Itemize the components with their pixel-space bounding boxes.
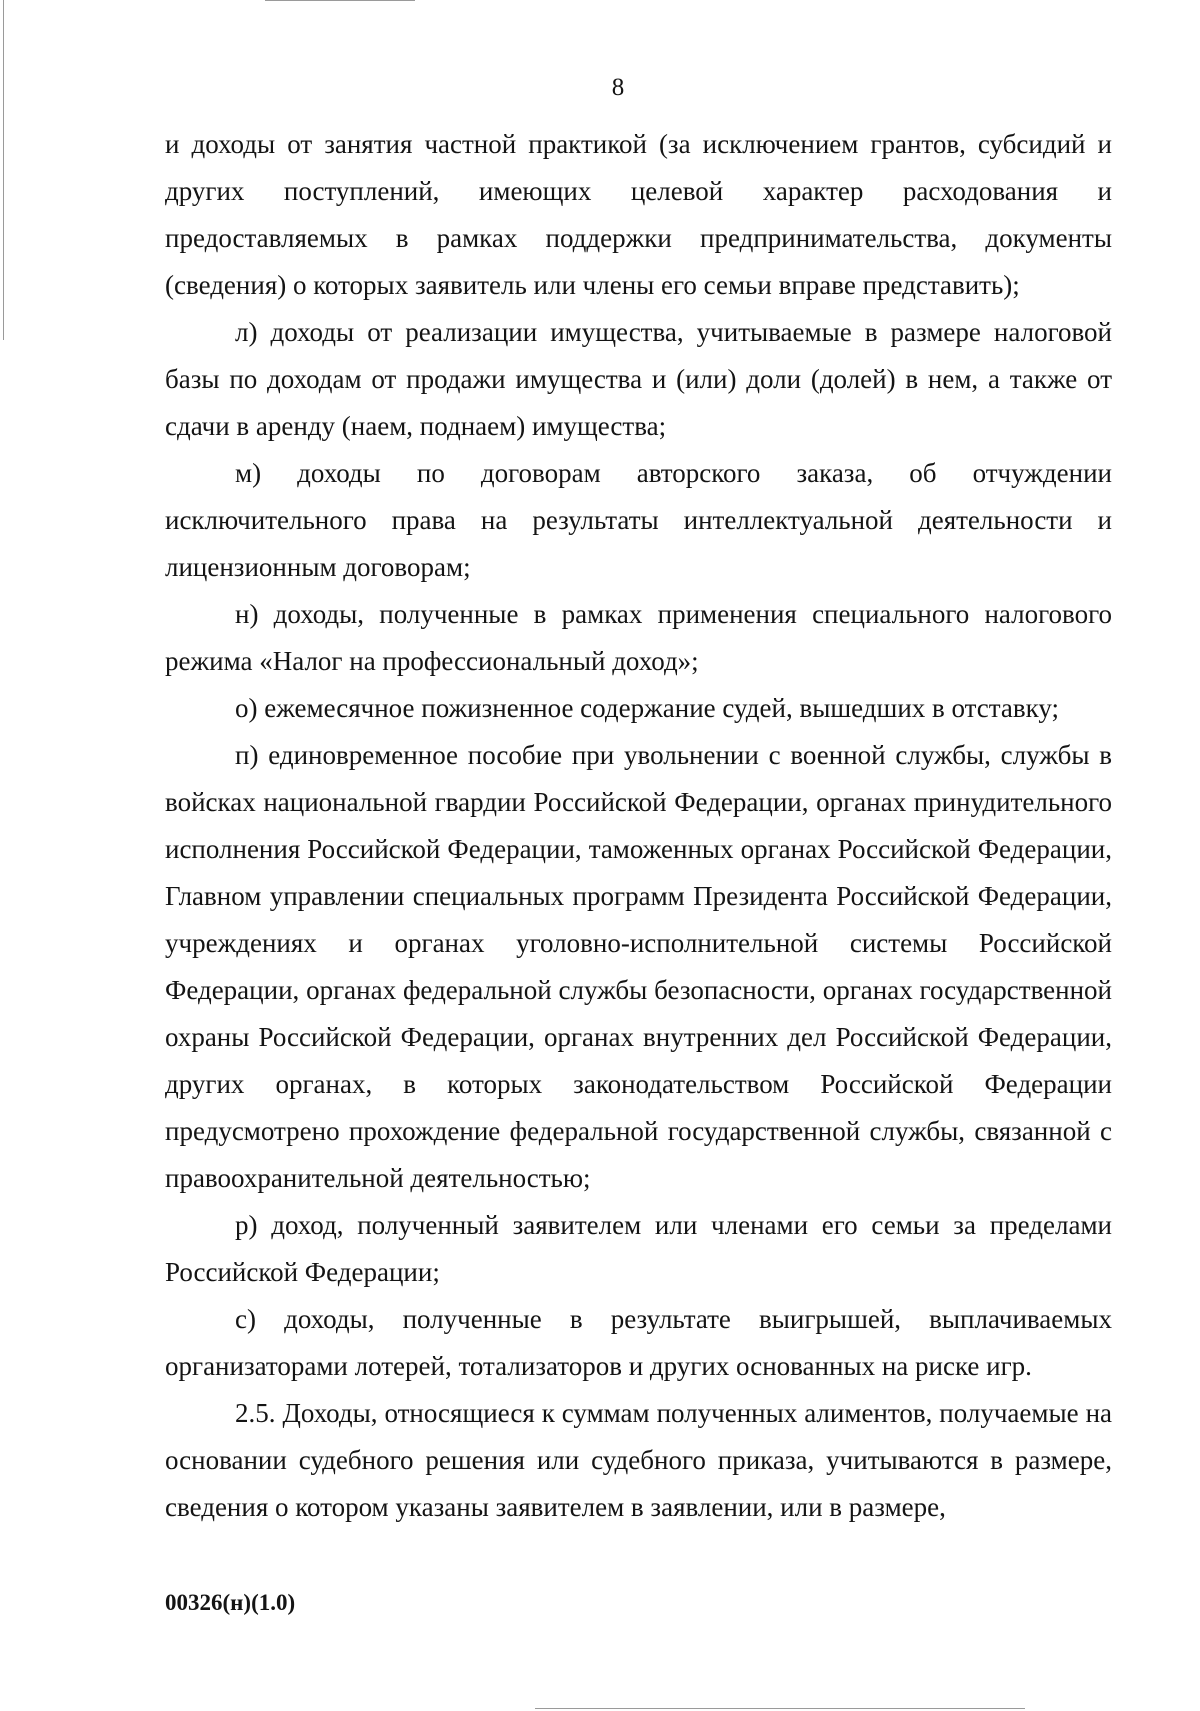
paragraph-item-n: н) доходы, полученные в рамках применения специального налогового режима «Налог на профессиональный доход»; — [165, 599, 1112, 676]
paragraph-item-s: с) доходы, полученные в результате выигрышей, выплачиваемых организаторами лотерей, тотализаторов и других основанных на риске игр. — [165, 1304, 1112, 1381]
paragraph-item-l: л) доходы от реализации имущества, учитываемые в размере налоговой базы по доходам от продажи имущества и (или) доли (долей) в нем, а также от сдачи в аренду (наем, поднаем) имущества; — [165, 317, 1112, 441]
document-body — [165, 121, 1112, 1531]
paragraph-item-p: п) единовременное пособие при увольнении с военной службы, службы в войсках национальной гвардии Российской Федерации, органах принудительного исполнения Российской Федерации, таможенных органах Российской Федерации, Главном управлении специальных программ Президента Российской Федерации, учреждениях и органах уголовно-исполнительной системы Российской Федерации, органах федеральной службы безопасности, органах государственной охраны Российской Федерации, органах внутренних дел Российской Федерации, других органах, в которых законодательством Российской Федерации предусмотрено прохождение федеральной государственной службы, связанной с правоохранительной деятельностью; — [165, 740, 1112, 1193]
scan-top-line — [265, 0, 415, 1]
page-number: 8 — [611, 74, 625, 101]
scan-edge-line — [3, 0, 4, 340]
paragraph-item-m: м) доходы по договорам авторского заказа, об отчуждении исключительного права на результаты интеллектуальной деятельности и лицензионным договорам; — [165, 458, 1112, 582]
document-code: 00326(н)(1.0) — [165, 1590, 296, 1615]
paragraph-item-o: о) ежемесячное пожизненное содержание судей, вышедших в отставку; — [235, 693, 1060, 723]
scan-bottom-line — [535, 1708, 1025, 1709]
paragraph-item-r: р) доход, полученный заявителем или членами его семьи за пределами Российской Федерации; — [165, 1210, 1112, 1287]
paragraph-private-practice: и доходы от занятия частной практикой (за исключением грантов, субсидий и других поступлений, имеющих целевой характер расходования и предоставляемых в рамках поддержки предпринимательства, документы (сведения) о которых заявитель или члены его семьи вправе представить); — [165, 129, 1112, 300]
paragraph-2-5: 2.5. Доходы, относящиеся к суммам полученных алиментов, получаемые на основании судебного решения или судебного приказа, учитываются в размере, сведения о котором указаны заявителем в заявлении, или в размере, — [165, 1398, 1112, 1522]
